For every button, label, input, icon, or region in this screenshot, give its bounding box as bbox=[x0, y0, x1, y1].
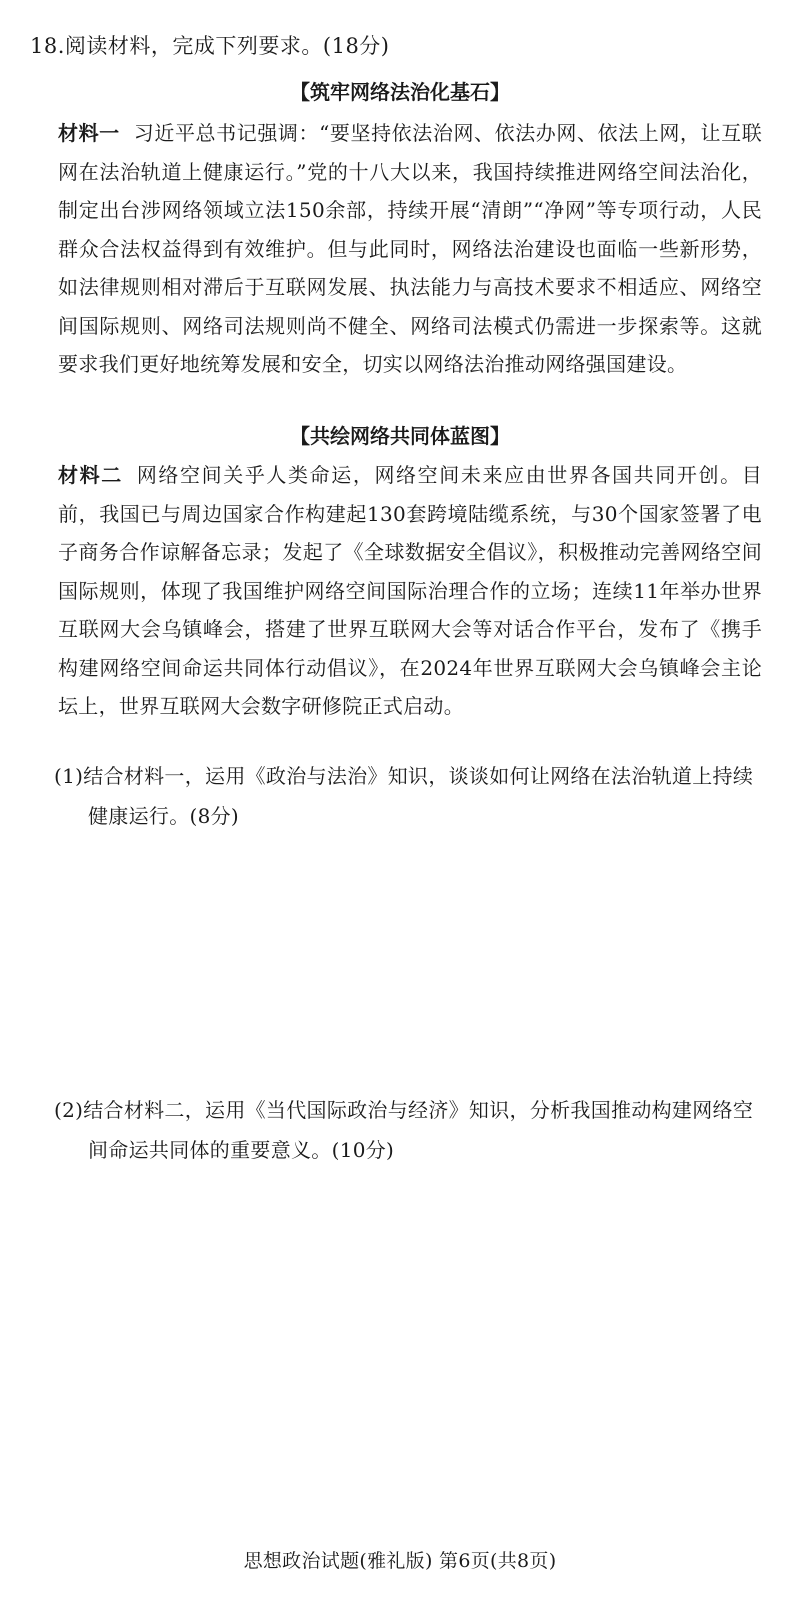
material-one-label: 材料一 bbox=[58, 121, 120, 145]
sub-question-2 bbox=[54, 1090, 760, 1170]
material-one bbox=[58, 114, 762, 384]
page-footer: 思想政治试题(雅礼版) 第6页(共8页) bbox=[243, 1550, 557, 1572]
material-two-label: 材料二 bbox=[58, 463, 123, 487]
sub-question-1-line1: (1)结合材料一，运用《政治与法治》知识，谈谈如何让网络在法治轨道上持续 bbox=[54, 764, 754, 788]
answer-space-2[interactable] bbox=[54, 1172, 760, 1512]
sub-question-1 bbox=[54, 756, 760, 836]
sub-question-2-line2: 间命运共同体的重要意义。(10分) bbox=[88, 1138, 395, 1162]
section-heading-2: 【共绘网络共同体蓝图】 bbox=[290, 424, 510, 448]
material-one-text: 习近平总书记强调：“要坚持依法治网、依法办网、依法上网，让互联网在法治轨道上健康运行。”党的十八大以来，我国持续推进网络空间法治化，制定出台涉网络领域立法150余部，持续开展“清朗”“净网”等专项行动，人民群众合法权益得到有效维护。但与此同时，网络法治建设也面临一些新形势，如法律规则相对滞后于互联网发展、执法能力与高技术要求不相适应、网络空间国际规则、网络司法规则尚不健全、网络司法模式仍需进一步探索等。这就要求我们更好地统筹发展和安全，切实以网络法治推动网络强国建设。 bbox=[58, 121, 762, 376]
sub-question-1-line2: 健康运行。(8分) bbox=[88, 804, 240, 828]
answer-space-1[interactable] bbox=[54, 840, 760, 1080]
question-title: 18.阅读材料，完成下列要求。(18分) bbox=[30, 34, 390, 58]
section-heading-1: 【筑牢网络法治化基石】 bbox=[290, 80, 510, 104]
material-two-text: 网络空间关乎人类命运，网络空间未来应由世界各国共同开创。目前，我国已与周边国家合作构建起130套跨境陆缆系统，与30个国家签署了电子商务合作谅解备忘录；发起了《全球数据安全倡议》，积极推动完善网络空间国际规则，体现了我国维护网络空间国际治理合作的立场；连续11年举办世界互联网大会乌镇峰会，搭建了世界互联网大会等对话合作平台，发布了《携手构建网络空间命运共同体行动倡议》，在2024年世界互联网大会乌镇峰会主论坛上，世界互联网大会数字研修院正式启动。 bbox=[58, 463, 762, 718]
sub-question-2-line1: (2)结合材料二，运用《当代国际政治与经济》知识，分析我国推动构建网络空 bbox=[54, 1098, 754, 1122]
material-two bbox=[58, 456, 762, 726]
